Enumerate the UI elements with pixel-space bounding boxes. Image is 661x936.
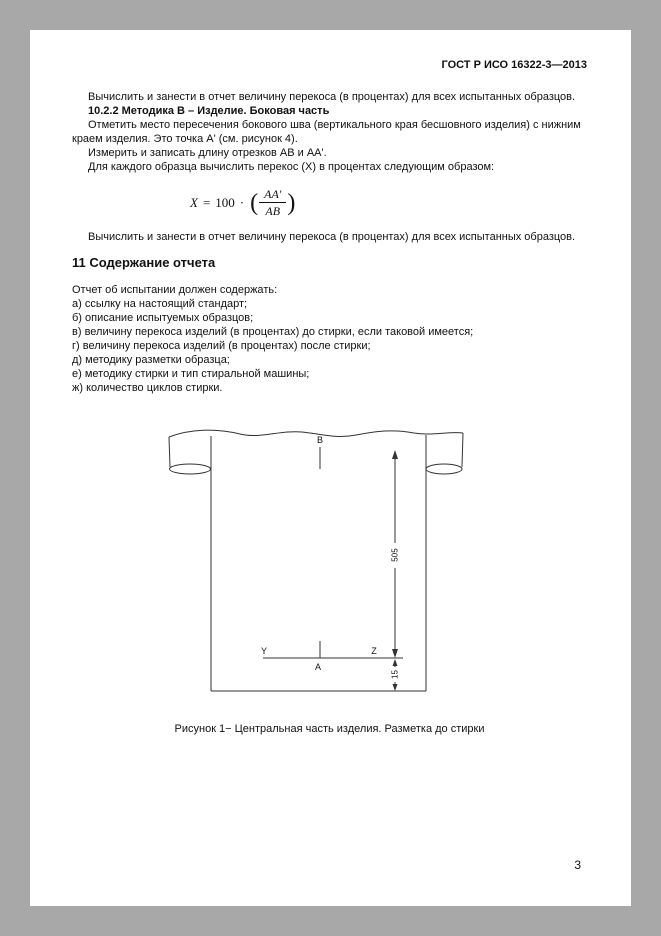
- label-point-b: B: [316, 435, 324, 445]
- arrow-down-main: [392, 649, 398, 658]
- heading-10-2-2: 10.2.2 Методика В – Изделие. Боковая часть: [88, 105, 330, 117]
- document-code: ГОСТ Р ИСО 16322-3—2013: [441, 59, 587, 71]
- label-point-a: A: [314, 662, 322, 672]
- section-11-title: 11 Содержание отчета: [72, 255, 216, 270]
- formula-fraction: [259, 187, 286, 218]
- formula-coefficient: 100: [215, 194, 235, 210]
- arrow-up-main: [392, 450, 398, 459]
- formula-variable: X: [190, 194, 198, 210]
- formula-equals-sign: =: [202, 194, 211, 210]
- right-sleeve-cuff: [426, 464, 462, 474]
- report-contents-intro: Отчет об испытании должен содержать:: [72, 284, 278, 296]
- report-item-a: а) ссылку на настоящий стандарт;: [72, 298, 248, 310]
- formula-numerator: AA': [259, 187, 286, 203]
- formula-open-paren: (: [250, 189, 259, 216]
- page-number: 3: [574, 858, 581, 872]
- report-item-d: д) методику разметки образца;: [72, 354, 230, 366]
- garment-diagram: [160, 421, 470, 706]
- figure-1-caption: Рисунок 1− Центральная часть изделия. Разметка до стирки: [174, 723, 485, 735]
- report-item-v: в) величину перекоса изделий (в процентах) до стирки, если таковой имеется;: [72, 326, 474, 338]
- report-item-g: г) величину перекоса изделий (в процентах) после стирки;: [72, 340, 371, 352]
- formula-close-paren: ): [287, 189, 296, 216]
- paragraph-compute-skew-1: Вычислить и занести в отчет величину перекоса (в процентах) для всех испытанных образцов.: [88, 91, 576, 103]
- report-item-zh: ж) количество циклов стирки.: [72, 382, 223, 394]
- arrow-up-hem: [393, 659, 398, 666]
- paragraph-mark-seam: Отметить место пересечения бокового шва (вертикального края бесшовного изделия) с нижним краем изделия. Это точка А' (см. рисунок 4).: [72, 119, 581, 145]
- paragraph-measure-segments: Измерить и записать длину отрезков АВ и АА'.: [88, 147, 327, 159]
- document-page: [30, 30, 631, 906]
- arrow-down-hem: [393, 684, 398, 691]
- formula-multiplication-dot: ·: [239, 194, 245, 210]
- left-sleeve-cuff: [170, 464, 211, 474]
- paragraph-calc-intro: Для каждого образца вычислить перекос (X) в процентах следующим образом:: [88, 161, 495, 173]
- label-point-y: Y: [260, 646, 268, 656]
- paragraph-compute-skew-2: Вычислить и занести в отчет величину перекоса (в процентах) для всех испытанных образцов.: [88, 231, 576, 243]
- left-sleeve-outer-edge: [169, 437, 170, 467]
- report-item-b: б) описание испытуемых образцов;: [72, 312, 254, 324]
- label-dimension-main: 505: [390, 548, 400, 562]
- formula-denominator: AB: [265, 204, 281, 218]
- skew-formula: [190, 187, 587, 218]
- label-dimension-hem: 15: [390, 670, 400, 679]
- label-point-z: Z: [371, 646, 377, 656]
- figure-1: [160, 421, 470, 706]
- right-sleeve-outer-edge: [462, 433, 463, 467]
- report-item-e: е) методику стирки и тип стиральной машины;: [72, 368, 310, 380]
